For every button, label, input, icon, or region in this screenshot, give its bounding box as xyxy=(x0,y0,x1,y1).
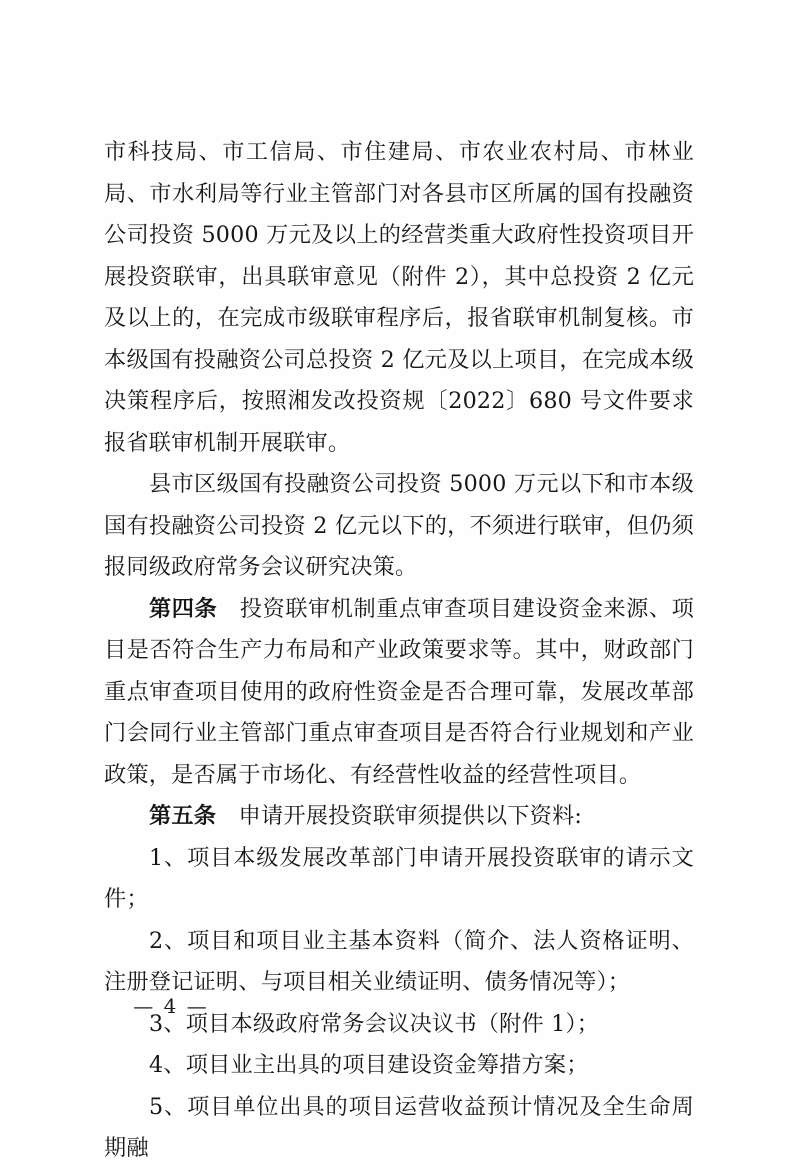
list-item-3: 3、项目本级政府常务会议决议书（附件 1）； xyxy=(149,1010,600,1037)
paragraph-article-5: 第五条 申请开展投资联审须提供以下资料: xyxy=(149,803,583,829)
page-footer xyxy=(0,994,794,1018)
list-item-5: 5、项目单位出具的项目运营收益预计情况及全生命周期融 xyxy=(104,1093,694,1161)
paragraph-2: 县市区级国有投融资公司投资 5000 万元以下和市本级国有投融资公司投资 2 亿元以下的，不须进行联审，但仍须报同级政府常务会议研究决策。 xyxy=(104,471,694,580)
list-item-1: 1、项目本级发展改革部门申请开展投资联审的请示文件； xyxy=(104,844,694,912)
page-number: — 4 — xyxy=(133,994,209,1018)
paragraph-1: 市科技局、市工信局、市住建局、市农业农村局、市林业局、市水利局等行业主管部门对各县市区所属的国有投融资公司投资 5000 万元及以上的经营类重大政府性投资项目开展投资联审，出具联审意见（附件 2），其中总投资 2 亿元及以上的，在完成市级联审程序后，报省联审机制复核。市本级国有投融资公司总投资 2 亿元及以上项目，在完成本级决策程序后，按照湘发改投资规〔2022〕680 号文件要求报省联审机制开展联审。 xyxy=(104,139,694,456)
paragraph-article-4: 第四条 投资联审机制重点审查项目建设资金来源、项目是否符合生产力布局和产业政策要求等。其中，财政部门重点审查项目使用的政府性资金是否合理可靠，发展改革部门会同行业主管部门重点审查项目是否符合行业规划和产业政策，是否属于市场化、有经营性收益的经营性项目。 xyxy=(104,595,694,788)
list-item-4: 4、项目业主出具的项目建设资金筹措方案； xyxy=(149,1052,589,1078)
list-item-2: 2、项目和项目业主基本资料（简介、法人资格证明、注册登记证明、与项目相关业绩证明、债务情况等）； xyxy=(104,927,694,995)
